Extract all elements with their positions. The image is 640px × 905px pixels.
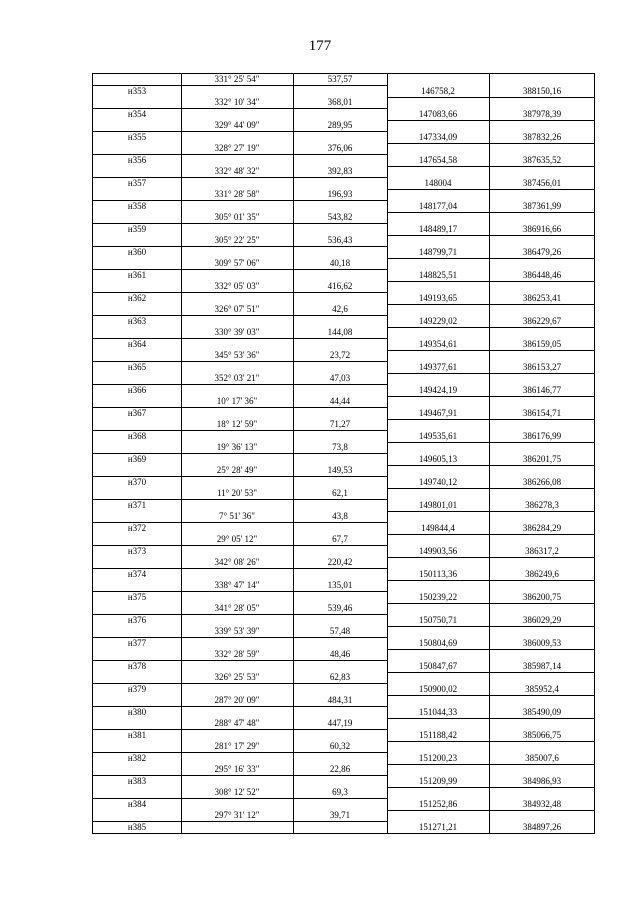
- direction-angle-cell: 18° 12' 59": [216, 419, 258, 429]
- segment-row: [93, 488, 594, 500]
- x-coordinate-cell: 150113,36: [419, 568, 457, 579]
- direction-angle-cell: 332° 05' 03": [214, 281, 260, 291]
- segment-row: [93, 74, 594, 86]
- x-coordinate-cell: 149740,12: [418, 476, 458, 487]
- length-cell: 144,08: [327, 327, 353, 337]
- y-coordinate-cell: 387635,52: [522, 154, 562, 165]
- length-cell: 73,8: [332, 442, 348, 452]
- direction-angle-cell: 330° 39' 03": [214, 327, 260, 337]
- y-coordinate-cell: 387361,99: [522, 200, 562, 211]
- point-row: [93, 592, 594, 604]
- point-name-cell: н383: [127, 775, 147, 786]
- x-coordinate-cell: 151271,21: [418, 821, 458, 832]
- y-coordinate-cell: 385987,14: [522, 660, 562, 671]
- x-coordinate-cell: 148799,71: [418, 246, 458, 257]
- length-cell: 536,43: [327, 235, 353, 245]
- segment-row: [93, 787, 594, 799]
- length-cell: 71,27: [329, 419, 351, 429]
- point-name-cell: н356: [127, 154, 147, 165]
- x-coordinate-cell: 149605,13: [418, 453, 458, 464]
- segment-row: [93, 649, 594, 661]
- x-coordinate-cell: 151044,33: [418, 706, 458, 717]
- point-name-cell: н384: [127, 798, 147, 809]
- y-coordinate-cell: 388150,16: [522, 85, 562, 96]
- y-coordinate-cell: 385952,4: [525, 683, 559, 694]
- y-coordinate-cell: 385007,6: [525, 752, 559, 763]
- direction-angle-cell: 19° 36' 13": [216, 442, 258, 452]
- segment-row: [93, 258, 594, 270]
- length-cell: 39,71: [329, 810, 351, 820]
- direction-angle-cell: 326° 25' 53": [214, 672, 260, 682]
- direction-angle-cell: 331° 25' 54": [214, 74, 260, 84]
- point-name-cell: н370: [127, 476, 147, 487]
- length-cell: 289,95: [327, 120, 353, 130]
- y-coordinate-cell: 385066,75: [522, 729, 562, 740]
- point-name-cell: н371: [127, 499, 147, 510]
- x-coordinate-cell: 149903,56: [418, 545, 458, 556]
- point-name-cell: н375: [127, 591, 147, 602]
- y-coordinate-cell: 384986,93: [522, 775, 562, 786]
- point-name-cell: н364: [127, 338, 147, 349]
- point-name-cell: н379: [127, 683, 147, 694]
- segment-row: [93, 603, 594, 615]
- point-row: [93, 684, 594, 696]
- segment-row: [93, 350, 594, 362]
- y-coordinate-cell: 386146,77: [522, 384, 562, 395]
- point-name-cell: н374: [127, 568, 147, 579]
- x-coordinate-cell: 147334,09: [418, 131, 458, 142]
- segment-row: [93, 695, 594, 707]
- length-cell: 48,46: [329, 649, 351, 659]
- point-row: [93, 247, 594, 259]
- y-coordinate-cell: 385490,09: [522, 706, 562, 717]
- direction-angle-cell: 295° 16' 33": [214, 764, 260, 774]
- length-cell: 62,83: [329, 672, 351, 682]
- x-coordinate-cell: 149193,65: [418, 292, 458, 303]
- x-coordinate-cell: 150750,71: [418, 614, 458, 625]
- segment-row: [93, 396, 594, 408]
- length-cell: 376,06: [327, 143, 353, 153]
- x-coordinate-cell: 148489,17: [418, 223, 458, 234]
- x-coordinate-cell: 150847,67: [418, 660, 458, 671]
- point-row: [93, 408, 594, 420]
- direction-angle-cell: 305° 01' 35": [214, 212, 260, 222]
- direction-angle-cell: 352° 03' 21": [214, 373, 260, 383]
- segment-row: [93, 580, 594, 592]
- length-cell: 67,7: [332, 534, 348, 544]
- segment-row: [93, 741, 594, 753]
- length-cell: 60,32: [329, 741, 351, 751]
- length-cell: 40,18: [329, 258, 351, 268]
- direction-angle-cell: 331° 28' 58": [214, 189, 260, 199]
- y-coordinate-cell: 386029,29: [522, 614, 562, 625]
- segment-row: [93, 212, 594, 224]
- point-name-cell: н369: [127, 453, 147, 464]
- point-row: [93, 546, 594, 558]
- direction-angle-cell: 329° 44' 09": [214, 120, 260, 130]
- point-name-cell: н377: [127, 637, 147, 648]
- point-name-cell: н372: [127, 522, 147, 533]
- segment-row: [93, 235, 594, 247]
- direction-angle-cell: 308° 12' 52": [214, 787, 260, 797]
- point-name-cell: н358: [127, 200, 147, 211]
- point-name-cell: н366: [127, 384, 147, 395]
- length-cell: 196,93: [327, 189, 353, 199]
- length-cell: 220,42: [327, 557, 353, 567]
- point-row: [93, 753, 594, 765]
- direction-angle-cell: 10° 17' 36": [216, 396, 258, 406]
- direction-angle-cell: 297° 31' 12": [214, 810, 260, 820]
- direction-angle-cell: 7° 51' 36": [219, 511, 255, 521]
- direction-angle-cell: 345° 53' 36": [214, 350, 260, 360]
- length-cell: 43,8: [332, 511, 348, 521]
- x-coordinate-cell: 151209,99: [418, 775, 458, 786]
- x-coordinate-cell: 149467,91: [418, 407, 458, 418]
- y-coordinate-cell: 386916,66: [522, 223, 562, 234]
- x-coordinate-cell: 149377,61: [418, 361, 458, 372]
- y-coordinate-cell: 386479,26: [522, 246, 562, 257]
- length-cell: 44,44: [329, 396, 351, 406]
- point-row: [93, 339, 594, 351]
- segment-row: [93, 419, 594, 431]
- point-name-cell: н376: [127, 614, 147, 625]
- direction-angle-cell: 338° 47' 14": [214, 580, 260, 590]
- y-coordinate-cell: 386278,3: [525, 499, 559, 510]
- point-name-cell: н363: [127, 315, 147, 326]
- length-cell: 543,82: [327, 212, 353, 222]
- page-number: 177: [308, 38, 332, 54]
- point-row: [93, 638, 594, 650]
- point-name-cell: н360: [127, 246, 147, 257]
- point-row: [93, 523, 594, 535]
- segment-row: [93, 465, 594, 477]
- x-coordinate-cell: 150239,22: [418, 591, 458, 602]
- coordinates-table: [92, 73, 595, 834]
- x-coordinate-cell: 148004: [424, 177, 452, 188]
- direction-angle-cell: 281° 17' 29": [214, 741, 260, 751]
- segment-row: [93, 626, 594, 638]
- length-cell: 47,03: [329, 373, 351, 383]
- segment-row: [93, 281, 594, 293]
- point-name-cell: н357: [127, 177, 147, 188]
- x-coordinate-cell: 149801,01: [418, 499, 458, 510]
- x-coordinate-cell: 150804,69: [418, 637, 458, 648]
- length-cell: 22,86: [329, 764, 351, 774]
- point-name-cell: н355: [127, 131, 147, 142]
- y-coordinate-cell: 386448,46: [522, 269, 562, 280]
- point-row: [93, 201, 594, 213]
- point-row: [93, 385, 594, 397]
- segment-row: [93, 764, 594, 776]
- segment-row: [93, 534, 594, 546]
- point-row: [93, 730, 594, 742]
- x-coordinate-cell: 149844,4: [421, 522, 455, 533]
- x-coordinate-cell: 149229,02: [418, 315, 458, 326]
- direction-angle-cell: 309° 57' 06": [214, 258, 260, 268]
- x-coordinate-cell: 149354,61: [418, 338, 458, 349]
- x-coordinate-cell: 148177,04: [418, 200, 458, 211]
- point-name-cell: н373: [127, 545, 147, 556]
- segment-row: [93, 327, 594, 339]
- point-row: [93, 362, 594, 374]
- point-name-cell: н353: [127, 85, 147, 96]
- y-coordinate-cell: 384897,26: [522, 821, 562, 832]
- direction-angle-cell: 29° 05' 12": [216, 534, 258, 544]
- segment-row: [93, 166, 594, 178]
- point-row: [93, 500, 594, 512]
- segment-row: [93, 120, 594, 132]
- length-cell: 539,46: [327, 603, 353, 613]
- point-name-cell: н367: [127, 407, 147, 418]
- direction-angle-cell: 332° 28' 59": [214, 649, 260, 659]
- point-row: [93, 661, 594, 673]
- direction-angle-cell: 288° 47' 48": [214, 718, 260, 728]
- x-coordinate-cell: 147083,66: [418, 108, 458, 119]
- y-coordinate-cell: 386200,75: [522, 591, 562, 602]
- direction-angle-cell: 341° 28' 05": [214, 603, 260, 613]
- segment-row: [93, 511, 594, 523]
- segment-row: [93, 189, 594, 201]
- point-name-cell: н368: [127, 430, 147, 441]
- point-name-cell: н381: [127, 729, 147, 740]
- point-name-cell: н365: [127, 361, 147, 372]
- length-cell: 537,57: [327, 74, 353, 84]
- y-coordinate-cell: 386229,67: [522, 315, 562, 326]
- point-name-cell: н378: [127, 660, 147, 671]
- point-row: [93, 477, 594, 489]
- direction-angle-cell: 287° 20' 09": [214, 695, 260, 705]
- y-coordinate-cell: 386009,53: [522, 637, 562, 648]
- direction-angle-cell: 328° 27' 19": [214, 143, 260, 153]
- direction-angle-cell: 332° 48' 32": [214, 166, 260, 176]
- point-row: [93, 707, 594, 719]
- x-coordinate-cell: 146758,2: [421, 85, 455, 96]
- point-row: [93, 316, 594, 328]
- x-coordinate-cell: 148825,51: [418, 269, 458, 280]
- y-coordinate-cell: 386266,08: [522, 476, 562, 487]
- length-cell: 57,48: [329, 626, 351, 636]
- length-cell: 69,3: [332, 787, 348, 797]
- point-row: [93, 615, 594, 627]
- point-name-cell: н385: [127, 821, 147, 832]
- y-coordinate-cell: 386154,71: [522, 407, 562, 418]
- y-coordinate-cell: 387456,01: [522, 177, 562, 188]
- y-coordinate-cell: 386201,75: [522, 453, 562, 464]
- direction-angle-cell: 332° 10' 34": [214, 97, 260, 107]
- point-row: [93, 270, 594, 282]
- segment-row: [93, 143, 594, 155]
- x-coordinate-cell: 151200,23: [418, 752, 458, 763]
- point-name-cell: н380: [127, 706, 147, 717]
- y-coordinate-cell: 386253,41: [522, 292, 562, 303]
- y-coordinate-cell: 386159,05: [522, 338, 562, 349]
- y-coordinate-cell: 387832,26: [522, 131, 562, 142]
- x-coordinate-cell: 149535,61: [418, 430, 458, 441]
- x-coordinate-cell: 151188,42: [419, 729, 457, 740]
- direction-angle-cell: 11° 20' 53": [216, 488, 258, 498]
- segment-row: [93, 810, 594, 822]
- direction-angle-cell: 305° 22' 25": [214, 235, 260, 245]
- point-row: [93, 86, 594, 98]
- segment-row: [93, 304, 594, 316]
- y-coordinate-cell: 386284,29: [522, 522, 562, 533]
- length-cell: 416,62: [327, 281, 353, 291]
- point-name-cell: н382: [127, 752, 147, 763]
- y-coordinate-cell: 387978,39: [522, 108, 562, 119]
- direction-angle-cell: 25° 28' 49": [216, 465, 258, 475]
- segment-row: [93, 442, 594, 454]
- y-coordinate-cell: 386317,2: [525, 545, 559, 556]
- point-name-cell: н361: [127, 269, 147, 280]
- point-row: [93, 132, 594, 144]
- point-row: [93, 224, 594, 236]
- point-row: [93, 569, 594, 581]
- x-coordinate-cell: 147654,58: [418, 154, 458, 165]
- x-coordinate-cell: 151252,86: [418, 798, 458, 809]
- point-row: [93, 454, 594, 466]
- length-cell: 62,1: [332, 488, 348, 498]
- segment-row: [93, 373, 594, 385]
- length-cell: 447,19: [327, 718, 353, 728]
- point-row: [93, 178, 594, 190]
- y-coordinate-cell: 386153,27: [522, 361, 562, 372]
- point-row: [93, 776, 594, 788]
- segment-row: [93, 97, 594, 109]
- direction-angle-cell: 326° 07' 51": [214, 304, 260, 314]
- x-coordinate-cell: 149424,19: [418, 384, 458, 395]
- point-row: [93, 293, 594, 305]
- direction-angle-cell: 342° 08' 26": [214, 557, 260, 567]
- point-row: [93, 799, 594, 811]
- point-name-cell: н354: [127, 108, 147, 119]
- length-cell: 149,53: [327, 465, 353, 475]
- direction-angle-cell: 339° 53' 39": [214, 626, 260, 636]
- length-cell: 42,6: [332, 304, 348, 314]
- point-name-cell: н362: [127, 292, 147, 303]
- point-row: [93, 822, 594, 834]
- length-cell: 23,72: [329, 350, 351, 360]
- point-row: [93, 109, 594, 121]
- y-coordinate-cell: 386249,6: [525, 568, 559, 579]
- segment-row: [93, 718, 594, 730]
- point-name-cell: н359: [127, 223, 147, 234]
- length-cell: 135,01: [327, 580, 353, 590]
- segment-row: [93, 557, 594, 569]
- point-row: [93, 155, 594, 167]
- point-row: [93, 431, 594, 443]
- y-coordinate-cell: 386176,99: [522, 430, 562, 441]
- x-coordinate-cell: 150900,02: [418, 683, 458, 694]
- y-coordinate-cell: 384932,48: [522, 798, 562, 809]
- length-cell: 392,83: [327, 166, 353, 176]
- length-cell: 368,01: [327, 97, 353, 107]
- segment-row: [93, 672, 594, 684]
- length-cell: 484,31: [327, 695, 353, 705]
